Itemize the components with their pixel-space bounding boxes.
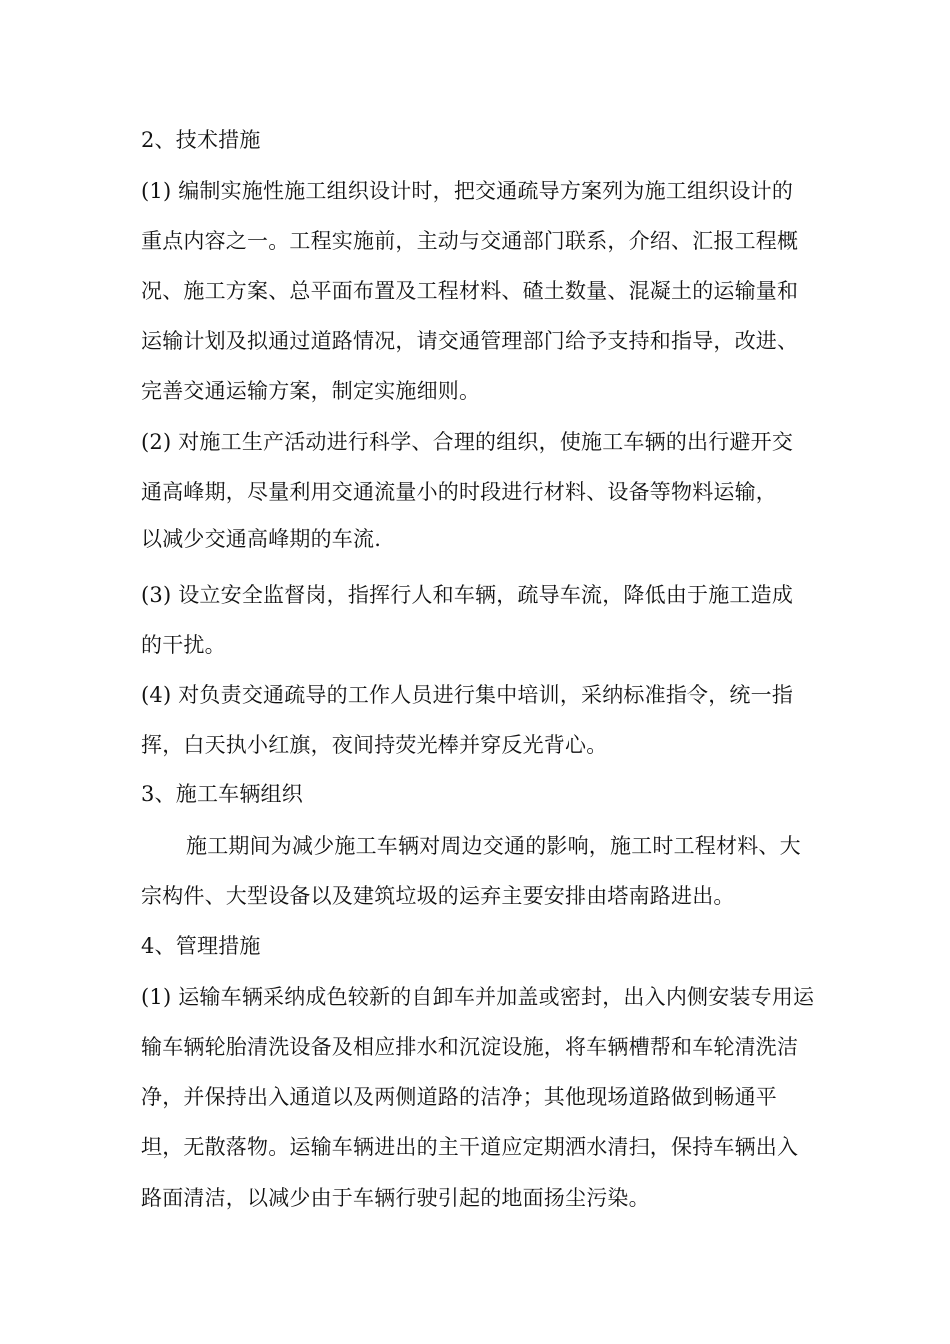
paragraph-line: 路面清洁，以减少由于车辆行驶引起的地面扬尘污染。 xyxy=(141,1186,650,1210)
paragraph-line: 净，并保持出入通道以及两侧道路的洁净；其他现场道路做到畅通平 xyxy=(141,1085,777,1109)
paragraph-line: 坦，无散落物。运输车辆进出的主干道应定期洒水清扫，保持车辆出入 xyxy=(141,1135,799,1159)
paragraph-line: 宗构件、大型设备以及建筑垃圾的运弃主要安排由塔南路进出。 xyxy=(141,884,735,908)
paragraph-line: 通高峰期，尽量利用交通流量小的时段进行材料、设备等物料运输， xyxy=(141,480,777,504)
paragraph-line: 以减少交通高峰期的车流. xyxy=(141,527,382,551)
paragraph-line: 重点内容之一。工程实施前，主动与交通部门联系，介绍、汇报工程概 xyxy=(141,229,799,253)
paragraph-line: (1) 编制实施性施工组织设计时，把交通疏导方案列为施工组织设计的 xyxy=(141,179,794,203)
paragraph-line: 的干扰。 xyxy=(141,633,226,657)
paragraph-line: 运输计划及拟通过道路情况，请交通管理部门给予支持和指导，改进、 xyxy=(141,329,799,353)
paragraph-line: (3) 设立安全监督岗，指挥行人和车辆，疏导车流，降低由于施工造成 xyxy=(141,583,794,607)
paragraph-line: 完善交通运输方案，制定实施细则。 xyxy=(141,379,481,403)
paragraph-line: (1) 运输车辆采纳成色较新的自卸车并加盖或密封，出入内侧安装专用运 xyxy=(141,985,815,1009)
paragraph-line: (2) 对施工生产活动进行科学、合理的组织，使施工车辆的出行避开交 xyxy=(141,430,794,454)
section-heading: 4、管理措施 xyxy=(141,934,261,958)
paragraph-line: 输车辆轮胎清洗设备及相应排水和沉淀设施，将车辆槽帮和车轮清洗洁 xyxy=(141,1035,799,1059)
section-heading: 2、技术措施 xyxy=(141,128,261,152)
paragraph-line: 况、施工方案、总平面布置及工程材料、碴土数量、混凝土的运输量和 xyxy=(141,279,799,303)
paragraph-line: 施工期间为减少施工车辆对周边交通的影响，施工时工程材料、大 xyxy=(186,834,801,858)
paragraph-line: 挥，白天执小红旗，夜间持荧光棒并穿反光背心。 xyxy=(141,733,608,757)
section-heading: 3、施工车辆组织 xyxy=(141,782,303,806)
paragraph-line: (4) 对负责交通疏导的工作人员进行集中培训，采纳标准指令，统一指 xyxy=(141,683,794,707)
